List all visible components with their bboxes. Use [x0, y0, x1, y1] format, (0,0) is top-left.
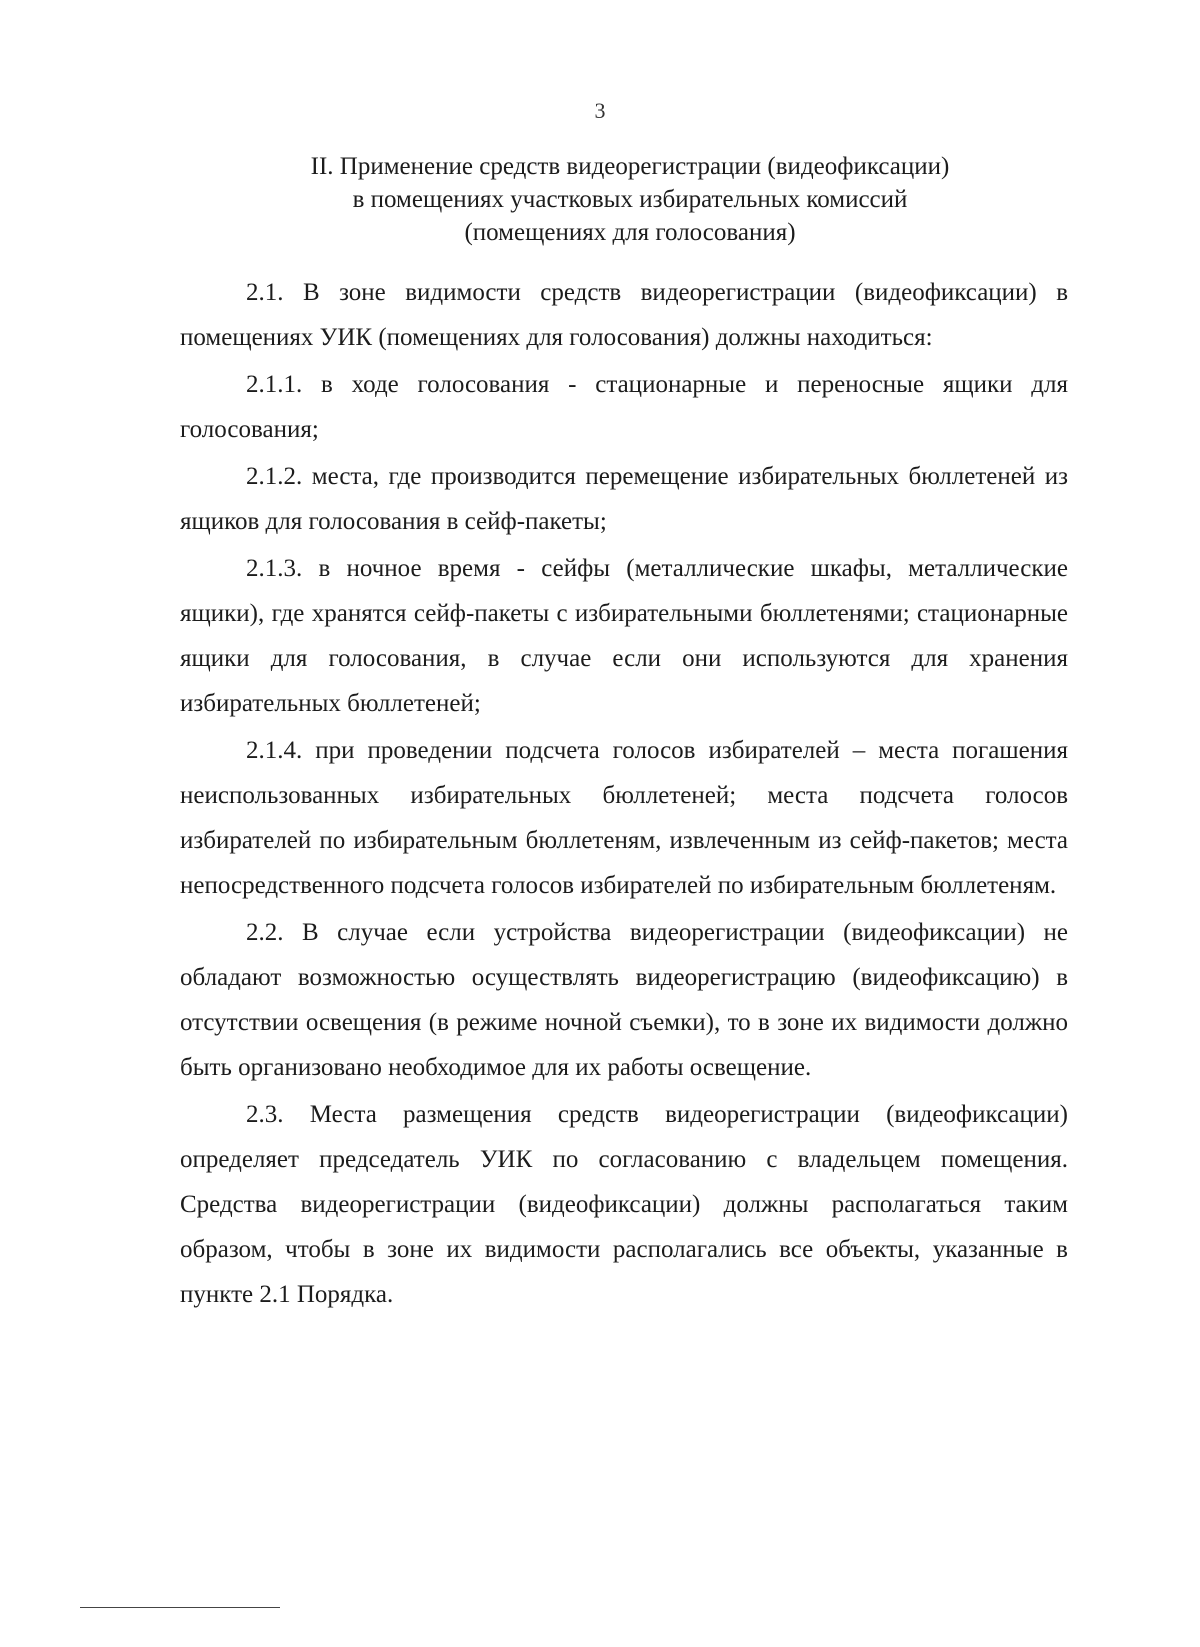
- paragraph-2-1-3: 2.1.3. в ночное время - сейфы (металлические шкафы, металлические ящики), где хранятся сейф-пакеты с избирательными бюллетенями; стационарные ящики для голосования, в случае если они используются для хранения избирательных бюллетеней;: [180, 555, 1068, 717]
- paragraph-2-1: 2.1. В зоне видимости средств видеорегистрации (видеофиксации) в помещениях УИК (помещениях для голосования) должны находиться:: [180, 279, 1068, 351]
- section-heading-line-3: (помещениях для голосования): [464, 219, 796, 246]
- paragraph-2-2: 2.2. В случае если устройства видеорегистрации (видеофиксации) не обладают возможностью осуществлять видеорегистрацию (видеофиксацию) в отсутствии освещения (в режиме ночной съемки), то в зоне их видимости должно быть организовано необходимое для их работы освещение.: [180, 919, 1068, 1081]
- paragraph-2-1-1: 2.1.1. в ходе голосования - стационарные и переносные ящики для голосования;: [180, 371, 1068, 443]
- paragraph-2-1-2: 2.1.2. места, где производится перемещение избирательных бюллетеней из ящиков для голосования в сейф-пакеты;: [180, 463, 1068, 535]
- paragraph-2-1-4: 2.1.4. при проведении подсчета голосов избирателей – места погашения неиспользованных избирательных бюллетеней; места подсчета голосов избирателей по избирательным бюллетеням, извлеченным из сейф-пакетов; места непосредственного подсчета голосов избирателей по избирательным бюллетеням.: [180, 737, 1068, 899]
- footnote-separator-line: [80, 1607, 280, 1608]
- section-heading-line-1: II. Применение средств видеорегистрации (видеофиксации): [310, 153, 950, 180]
- document-body: [180, 270, 1068, 1319]
- page-number: 3: [594, 98, 606, 123]
- paragraph-2-3: 2.3. Места размещения средств видеорегистрации (видеофиксации) определяет председатель УИК по согласованию с владельцем помещения. Средства видеорегистрации (видеофиксации) должны располагаться таким образом, чтобы в зоне их видимости располагались все объекты, указанные в пункте 2.1 Порядка.: [180, 1101, 1068, 1308]
- section-heading-line-2: в помещениях участковых избирательных комиссий: [352, 186, 908, 213]
- section-heading: [190, 150, 1070, 249]
